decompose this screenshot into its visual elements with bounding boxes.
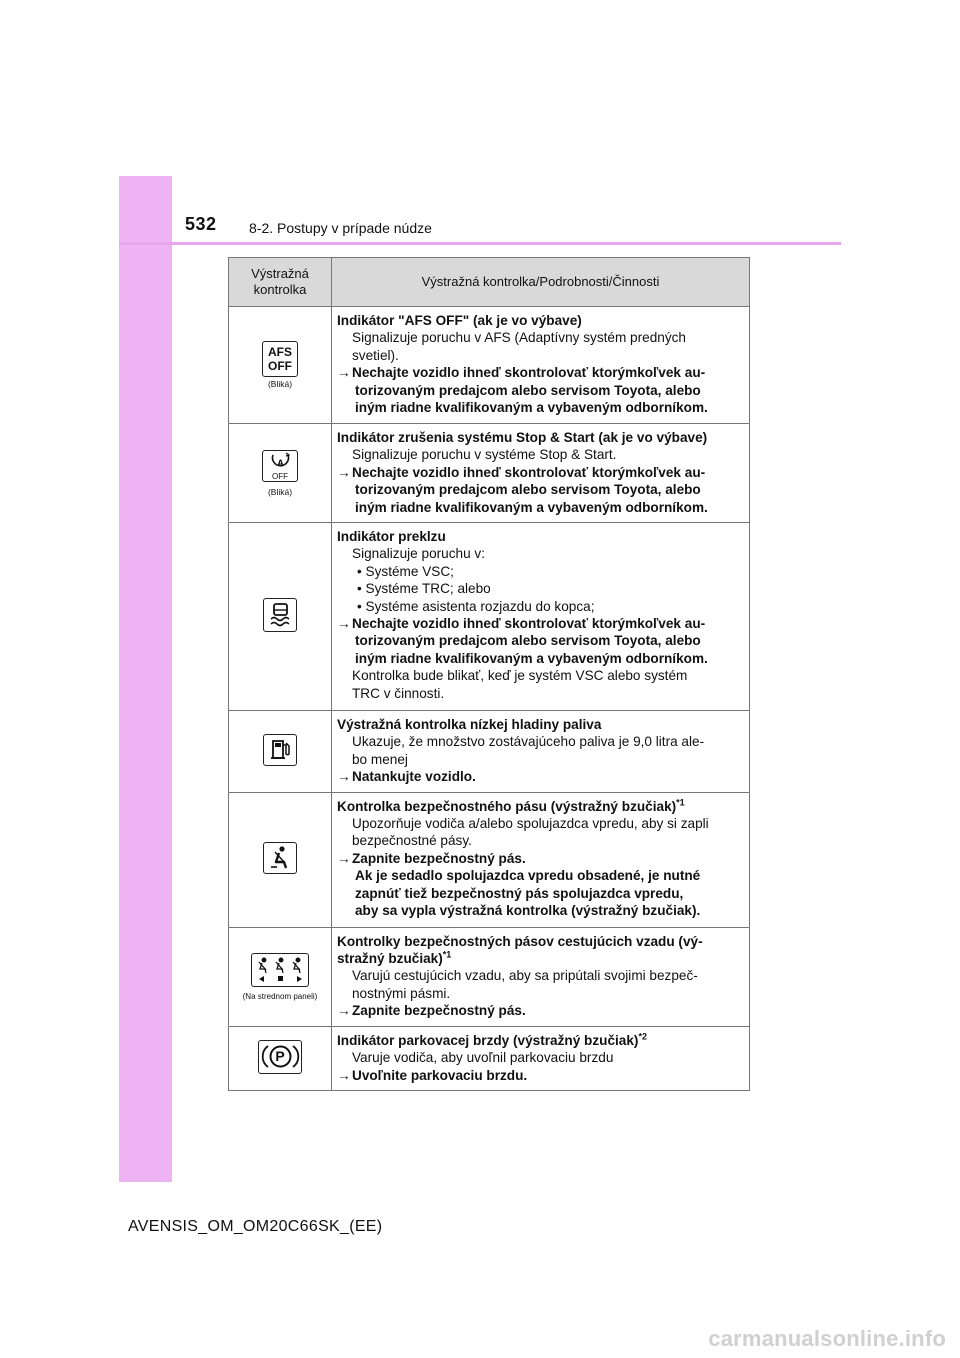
row-action (337, 850, 745, 867)
header-rule (119, 242, 841, 245)
row-title-text: stražný bzučiak) (337, 951, 443, 967)
table-row (229, 307, 750, 424)
icon-cell (229, 792, 332, 927)
arrow-icon: → (337, 1067, 351, 1083)
row-title: Indikátor preklzu (337, 529, 446, 545)
row-line: svetiel). (352, 347, 399, 363)
row-action-text: Nechajte vozidlo ihneď skontrolovať ktorýmkoľvek au- (352, 464, 706, 480)
row-title (337, 1032, 745, 1049)
icon-cell (229, 523, 332, 711)
row-action (337, 615, 745, 632)
parking-brake-letter: P (275, 1047, 285, 1064)
row-title: Kontrolky bezpečnostných pásov cestujúcich vzadu (vý- (337, 933, 703, 949)
footnote-ref: *2 (638, 1031, 647, 1042)
row-line: TRC v činnosti. (352, 685, 445, 701)
row-line: Varujú cestujúcich vzadu, aby sa pripútali svojimi bezpeč- (352, 968, 698, 984)
rear-seatbelt-glyph (253, 954, 308, 985)
row-line: Signalizuje poruchu v: (352, 546, 485, 562)
row-title-text: Indikátor parkovacej brzdy (výstražný bzučiak) (337, 1032, 639, 1048)
table-row (229, 523, 750, 711)
icon-cell (229, 424, 332, 523)
icon-caption: (Na strednom paneli) (242, 991, 318, 1001)
row-line: Signalizuje poruchu v systéme Stop & Start. (352, 447, 617, 463)
description-cell (332, 523, 750, 711)
row-action-cont: iným riadne kvalifikovaným a vybaveným odborníkom. (355, 650, 708, 666)
warning-lights-table (228, 257, 750, 1091)
stop-start-icon-text: OFF (272, 471, 288, 481)
row-line: Upozorňuje vodiča a/alebo spolujazdca vpredu, aby si zapli (352, 816, 709, 832)
afs-icon-text-top: AFS (268, 345, 292, 359)
icon-caption: (Bliká) (267, 379, 293, 389)
icon-cell (229, 927, 332, 1026)
row-action-text: Uvoľnite parkovaciu brzdu. (352, 1067, 528, 1083)
seatbelt-person-glyph (265, 843, 296, 872)
row-title: Indikátor zrušenia systému Stop & Start (ak je vo výbave) (337, 430, 708, 445)
row-action (337, 1002, 745, 1019)
col-header-details: Výstražná kontrolka/Podrobnosti/Činnosti (332, 258, 750, 307)
row-action-cont: torizovaným predajcom alebo servisom Toyota, alebo (355, 633, 701, 649)
row-line: nostnými pásmi. (352, 985, 451, 1001)
row-line: Kontrolka bude blikať, keď je systém VSC alebo systém (352, 668, 688, 684)
bullet-item: • Systéme asistenta rozjazdu do kopca; (357, 598, 595, 614)
icon-cell (229, 1026, 332, 1090)
footnote-ref: *1 (676, 797, 685, 808)
svg-text:A: A (276, 457, 284, 468)
page-number: 532 (185, 214, 217, 234)
table-row (229, 792, 750, 927)
section-title: 8-2. Postupy v prípade núdze (249, 220, 432, 236)
table-header-row (229, 258, 750, 307)
description-cell (332, 424, 750, 523)
arrow-icon: → (337, 850, 351, 866)
row-action-cont: Ak je sedadlo spolujazdca vpredu obsadené, je nutné (355, 868, 701, 884)
icon-cell (229, 307, 332, 424)
footer-document-code: AVENSIS_OM_OM20C66SK_(EE) (128, 1218, 383, 1235)
watermark: carmanualsonline.info (708, 1326, 946, 1351)
table-row (229, 1026, 750, 1090)
description-cell (332, 792, 750, 927)
row-title-line2 (337, 950, 745, 967)
parking-brake-icon (258, 1040, 302, 1074)
row-line: Ukazuje, že množstvo zostávajúceho paliva je 9,0 litra ale- (352, 734, 705, 750)
arrow-icon: → (337, 365, 351, 381)
slip-car-glyph (265, 599, 296, 630)
row-action (337, 464, 745, 481)
icon-caption: (Bliká) (267, 486, 293, 497)
row-action-cont: torizovaným predajcom alebo servisom Toyota, alebo (355, 482, 701, 498)
arrow-icon: → (337, 1003, 351, 1019)
description-cell (332, 711, 750, 793)
side-tab-band (119, 176, 172, 1182)
footnote-ref: *1 (442, 949, 452, 960)
row-action-text: Nechajte vozidlo ihneď skontrolovať ktorýmkoľvek au- (352, 365, 706, 381)
row-line: Varuje vodiča, aby uvoľnil parkovaciu brzdu (352, 1050, 614, 1066)
row-action (337, 364, 745, 381)
row-title-text: Kontrolka bezpečnostného pásu (výstražný bzučiak) (337, 798, 677, 814)
afs-icon-text-bottom: OFF (268, 359, 292, 373)
row-title (337, 798, 745, 815)
row-action (337, 768, 745, 785)
row-action-cont: torizovaným predajcom alebo servisom Toyota, alebo (355, 382, 701, 398)
row-action-text: Natankujte vozidlo. (352, 769, 476, 785)
row-title: Indikátor "AFS OFF" (ak je vo výbave) (337, 313, 582, 328)
row-line: Signalizuje poruchu v AFS (Adaptívny systém predných (352, 330, 686, 346)
row-action-text: Zapnite bezpečnostný pás. (352, 1003, 526, 1019)
description-cell (332, 1026, 750, 1090)
arrow-icon: → (337, 616, 351, 632)
fuel-pump-glyph (265, 735, 296, 764)
description-cell (332, 927, 750, 1026)
row-line: bo menej (352, 751, 408, 767)
row-action-cont: aby sa vypla výstražná kontrolka (výstražný bzučiak). (355, 903, 701, 919)
table-row (229, 711, 750, 793)
table-row (229, 927, 750, 1026)
row-title: Výstražná kontrolka nízkej hladiny paliva (337, 717, 602, 733)
table-row (229, 424, 750, 523)
slip-indicator-icon (263, 598, 297, 632)
bullet-item: • Systéme TRC; alebo (357, 581, 491, 597)
row-action-cont: iným riadne kvalifikovaným a vybaveným odborníkom. (355, 499, 708, 515)
rear-seatbelt-icon (251, 953, 309, 987)
bullet-item: • Systéme VSC; (357, 563, 454, 579)
description-cell (332, 307, 750, 424)
icon-cell (229, 711, 332, 793)
stop-start-cancel-icon (262, 450, 298, 482)
arrow-icon: → (337, 464, 351, 480)
row-action-cont: iným riadne kvalifikovaným a vybaveným odborníkom. (355, 400, 708, 416)
row-line: bezpečnostné pásy. (352, 833, 472, 849)
row-action-cont: zapnúť tiež bezpečnostný pás spolujazdca vpredu, (355, 885, 684, 901)
afs-off-icon (262, 341, 298, 377)
row-action-text: Zapnite bezpečnostný pás. (352, 850, 526, 866)
row-action-text: Nechajte vozidlo ihneď skontrolovať ktorýmkoľvek au- (352, 616, 706, 632)
low-fuel-icon (263, 734, 297, 766)
seatbelt-icon (263, 842, 297, 874)
arrow-icon: → (337, 769, 351, 785)
col-header-light: Výstražná kontrolka (229, 258, 332, 307)
row-action (337, 1067, 745, 1084)
